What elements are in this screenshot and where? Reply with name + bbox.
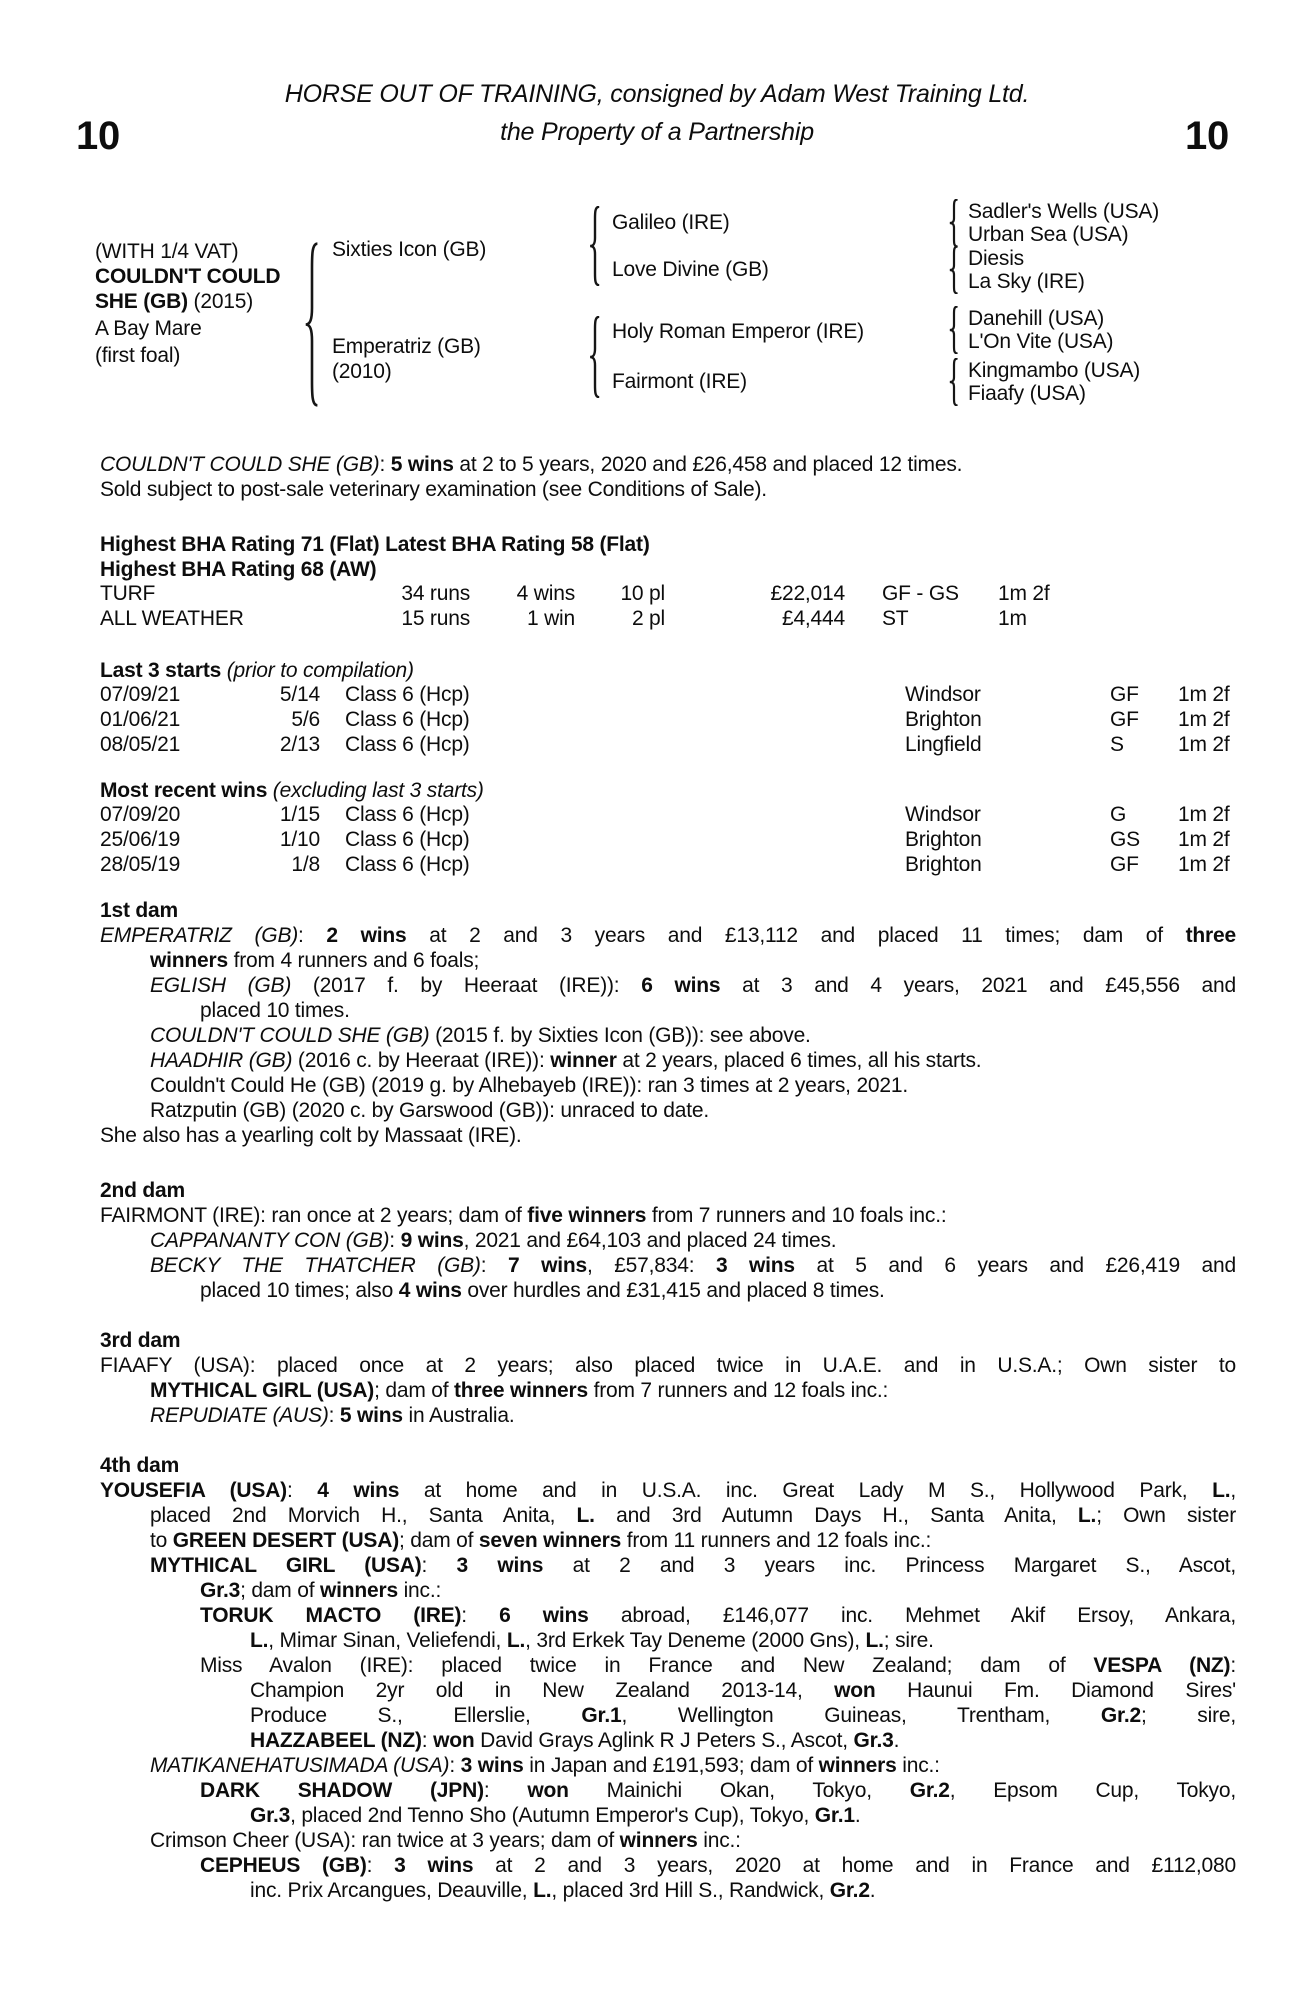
text-segment: five winners — [527, 1204, 647, 1227]
text-line — [150, 1403, 1236, 1428]
pedigree-left-line — [95, 290, 253, 313]
col-wins: 1 win — [526, 607, 575, 630]
pedigree-brace — [588, 206, 602, 286]
col-dist: 1m 2f — [1178, 828, 1230, 851]
col-course: Lingfield — [905, 733, 982, 756]
col-pos: 5/6 — [291, 708, 320, 731]
col-race: Class 6 (Hcp) — [345, 683, 470, 706]
catalog-section — [100, 1453, 1236, 1903]
col-date: 07/09/20 — [100, 803, 181, 826]
pedigree-sire: Sixties Icon (GB) — [332, 238, 487, 261]
text-segment: : — [1230, 1654, 1236, 1677]
text-segment: , — [1230, 1479, 1236, 1502]
text-segment: from 4 runners and 6 foals; — [227, 949, 480, 972]
text-line — [100, 1203, 1236, 1228]
text-segment: winners — [150, 949, 228, 972]
text-segment: EGLISH (GB) — [150, 974, 292, 997]
text-segment: three winners — [454, 1379, 588, 1402]
section-heading — [100, 1178, 1236, 1203]
col-pos: 1/15 — [279, 803, 320, 826]
text-segment: inc.: — [896, 1754, 940, 1777]
text-segment: , 3rd Erkek Tay Deneme (2000 Gns), — [525, 1629, 866, 1652]
pedigree-left-line — [95, 265, 280, 288]
col-wins: 4 wins — [516, 582, 575, 605]
text-segment: 1st dam — [100, 899, 178, 922]
text-segment: 3rd dam — [100, 1329, 181, 1352]
pedigree-sire-dam: Love Divine (GB) — [612, 258, 769, 281]
col-dist: 1m 2f — [1178, 733, 1230, 756]
text-segment: won — [433, 1729, 475, 1752]
text-line — [200, 998, 1236, 1023]
col-going: GF — [1110, 683, 1139, 706]
text-segment: 4 wins — [398, 1279, 462, 1302]
text-line — [100, 477, 1236, 502]
text-segment: , placed 3rd Hill S., Randwick, — [551, 1879, 830, 1902]
pedigree-ggp: Kingmambo (USA) — [968, 359, 1141, 382]
text-segment: (2017 f. by Heeraat (IRE)): — [291, 974, 642, 997]
text-line — [200, 1653, 1236, 1678]
col-dist: 1m 2f — [1178, 708, 1230, 731]
text-line — [150, 948, 1236, 973]
text-segment: HAZZABEEL (NZ) — [250, 1729, 422, 1752]
pedigree-ggp: L'On Vite (USA) — [968, 330, 1114, 353]
text-segment: : — [379, 453, 391, 476]
text-segment: seven winners — [478, 1529, 622, 1552]
text-segment: won — [527, 1779, 569, 1802]
text-segment: and 3rd Autumn Days H., Santa Anita, — [594, 1504, 1078, 1527]
text-segment: Haunui Fm. Diamond Sires' — [875, 1679, 1236, 1702]
text-segment: 5 wins — [390, 453, 454, 476]
text-segment: 9 wins — [400, 1229, 464, 1252]
col-money: £4,444 — [781, 607, 845, 630]
text-segment: Crimson Cheer (USA): ran twice at 3 years; dam of — [150, 1829, 620, 1852]
text-segment: L. — [250, 1629, 269, 1652]
text-segment: at home and in U.S.A. inc. Great Lady M S., Hollywood Park, — [399, 1479, 1213, 1502]
section-heading — [100, 658, 1236, 683]
pedigree-ggp: Sadler's Wells (USA) — [968, 200, 1159, 223]
pedigree-left-line — [95, 240, 238, 263]
text-segment: 2 wins — [326, 924, 407, 947]
text-segment: from 7 runners and 10 foals inc.: — [646, 1204, 947, 1227]
col-dist: 1m 2f — [1178, 683, 1230, 706]
text-line — [150, 1228, 1236, 1253]
col-pos: 5/14 — [279, 683, 320, 706]
text-segment: 4 wins — [317, 1479, 400, 1502]
col-pos: 2/13 — [279, 733, 320, 756]
text-line — [150, 1253, 1236, 1278]
text-segment: . — [854, 1804, 861, 1827]
col-course: Windsor — [905, 803, 981, 826]
text-segment: at 2 and 3 years, 2020 at home and in France and £112,080 — [473, 1854, 1236, 1877]
text-segment: , Wellington Guineas, Trentham, — [621, 1704, 1101, 1727]
text-segment: 3 wins — [456, 1554, 544, 1577]
race-row — [100, 733, 1236, 758]
text-segment: : — [461, 1604, 500, 1627]
text-segment: YOUSEFIA (USA) — [100, 1479, 287, 1502]
text-segment: HAADHIR (GB) — [150, 1049, 293, 1072]
col-date: 07/09/21 — [100, 683, 181, 706]
text-segment: : — [286, 1479, 318, 1502]
text-segment: Gr.1 — [581, 1704, 622, 1727]
col-race: Class 6 (Hcp) — [345, 828, 470, 851]
text-segment: (2016 c. by Heeraat (IRE)): — [292, 1049, 551, 1072]
text-segment: 7 wins — [507, 1254, 587, 1277]
text-line — [200, 1778, 1236, 1803]
text-line — [150, 1753, 1236, 1778]
pedigree-dam-sire: Holy Roman Emperor (IRE) — [612, 320, 864, 343]
text-line — [150, 1828, 1236, 1853]
text-line — [150, 1503, 1236, 1528]
text-segment: at 2 and 3 years and £13,112 and placed 11 times; dam of — [406, 924, 1186, 947]
text-segment: CEPHEUS (GB) — [200, 1854, 367, 1877]
text-segment: winner — [550, 1049, 617, 1072]
text-segment: David Grays Aglink R J Peters S., Ascot, — [474, 1729, 854, 1752]
text-segment: placed 2nd Morvich H., Santa Anita, — [150, 1504, 577, 1527]
text-line — [150, 1098, 1236, 1123]
pedigree-left-line — [95, 317, 202, 340]
col-date: 28/05/19 — [100, 853, 181, 876]
text-segment: : — [366, 1854, 395, 1877]
text-line — [150, 1023, 1236, 1048]
col-date: 01/06/21 — [100, 708, 181, 731]
race-row — [100, 683, 1236, 708]
col-dist: 1m 2f — [1178, 853, 1230, 876]
text-segment: : — [389, 1229, 401, 1252]
text-segment: TORUK MACTO (IRE) — [200, 1604, 462, 1627]
col-going: ST — [882, 607, 909, 630]
text-line — [100, 1123, 1236, 1148]
text-segment: , 2021 and £64,103 and placed 24 times. — [463, 1229, 837, 1252]
text-segment: FIAAFY (USA): placed once at 2 years; also placed twice in U.A.E. and in U.S.A.; Own sister to — [100, 1354, 1236, 1377]
text-segment: : — [449, 1754, 461, 1777]
col-pos: 1/10 — [279, 828, 320, 851]
text-line — [250, 1703, 1236, 1728]
text-segment: Gr.2 — [1100, 1704, 1141, 1727]
section-heading — [100, 1453, 1236, 1478]
text-segment: placed 10 times. — [200, 999, 350, 1022]
col-date: 08/05/21 — [100, 733, 181, 756]
text-line — [250, 1628, 1236, 1653]
ratings-row — [100, 607, 1236, 632]
text-line — [100, 1353, 1236, 1378]
section-heading — [100, 1328, 1236, 1353]
text-segment: at 2 and 3 years inc. Princess Margaret S., Ascot, — [543, 1554, 1236, 1577]
text-segment: L. — [533, 1879, 552, 1902]
text-line — [100, 923, 1236, 948]
text-segment: Most recent wins — [100, 779, 268, 802]
text-segment: MYTHICAL GIRL (USA) — [150, 1379, 375, 1402]
text-line — [250, 1878, 1236, 1903]
catalog-section — [100, 658, 1236, 758]
col-surface: ALL WEATHER — [100, 607, 244, 630]
property-line: the Property of a Partnership — [500, 118, 814, 146]
text-segment: L. — [506, 1629, 526, 1652]
text-segment: 3 wins — [460, 1754, 524, 1777]
text-line — [150, 1553, 1236, 1578]
pedigree-brace — [948, 246, 960, 294]
text-segment: (prior to compilation) — [221, 659, 414, 682]
text-segment: Gr.3 — [853, 1729, 894, 1752]
text-segment: Last 3 starts — [100, 659, 222, 682]
col-course: Windsor — [905, 683, 981, 706]
race-row — [100, 803, 1236, 828]
col-race: Class 6 (Hcp) — [345, 803, 470, 826]
text-segment: 5 wins — [339, 1404, 403, 1427]
pedigree-brace — [948, 306, 960, 354]
text-segment: ; dam of — [374, 1379, 454, 1402]
col-going: GF — [1110, 853, 1139, 876]
pedigree-brace — [948, 199, 960, 247]
text-segment: Highest BHA Rating 68 (AW) — [100, 558, 377, 581]
text-segment: 2nd dam — [100, 1179, 185, 1202]
pedigree-brace — [948, 358, 960, 406]
text-segment: placed 10 times; also — [200, 1279, 399, 1302]
text-segment: SHE (GB) — [95, 290, 188, 313]
col-going: GF — [1110, 708, 1139, 731]
pedigree-brace — [303, 242, 321, 407]
section-heading — [100, 898, 1236, 923]
text-segment: : — [421, 1729, 434, 1752]
pedigree-ggp: La Sky (IRE) — [968, 270, 1085, 293]
pedigree-left-line — [95, 344, 180, 367]
text-segment: : — [328, 1404, 340, 1427]
text-line — [100, 1478, 1236, 1503]
text-segment: Gr.3 — [250, 1804, 291, 1827]
text-segment: Highest BHA Rating 71 (Flat) Latest BHA Rating 58 (Flat) — [100, 533, 650, 556]
text-segment: Miss Avalon (IRE): placed twice in France and New Zealand; dam of — [200, 1654, 1094, 1677]
col-going: G — [1110, 803, 1127, 826]
text-segment: MYTHICAL GIRL (USA) — [150, 1554, 422, 1577]
col-dist: 1m 2f — [1178, 803, 1230, 826]
text-segment: Champion 2yr old in New Zealand 2013-14, — [250, 1679, 835, 1702]
col-pos: 1/8 — [291, 853, 320, 876]
text-segment: VESPA (NZ) — [1093, 1654, 1231, 1677]
text-segment: BECKY THE THATCHER (GB) — [150, 1254, 481, 1277]
text-segment: L. — [576, 1504, 595, 1527]
text-segment: : — [483, 1779, 528, 1802]
text-segment: ; Own sister — [1096, 1504, 1236, 1527]
text-segment: L. — [865, 1629, 884, 1652]
text-line — [250, 1678, 1236, 1703]
col-going: S — [1110, 733, 1124, 756]
text-segment: : — [298, 924, 327, 947]
text-segment: REPUDIATE (AUS) — [150, 1404, 329, 1427]
col-money: £22,014 — [770, 582, 845, 605]
catalog-section — [100, 778, 1236, 878]
text-segment: to — [150, 1529, 173, 1552]
pedigree-dam-dam: Fairmont (IRE) — [612, 370, 747, 393]
col-surface: TURF — [100, 582, 156, 605]
col-runs: 34 runs — [401, 582, 470, 605]
text-segment: L. — [1212, 1479, 1231, 1502]
race-row — [100, 708, 1236, 733]
text-line — [150, 1073, 1236, 1098]
catalog-section — [100, 452, 1236, 502]
text-segment: at 2 years, placed 6 times, all his starts. — [616, 1049, 982, 1072]
text-segment: (excluding last 3 starts) — [267, 779, 484, 802]
col-race: Class 6 (Hcp) — [345, 708, 470, 731]
text-segment: winners — [319, 1579, 398, 1602]
text-segment: inc.: — [697, 1829, 741, 1852]
text-segment: A Bay Mare — [95, 317, 202, 340]
text-segment: GREEN DESERT (USA) — [172, 1529, 400, 1552]
pedigree-ggp: Danehill (USA) — [968, 307, 1105, 330]
text-segment: (WITH 1/4 VAT) — [95, 240, 239, 263]
col-course: Brighton — [905, 828, 982, 851]
text-line — [200, 1278, 1236, 1303]
text-line — [200, 1578, 1236, 1603]
text-segment: Couldn't Could He (GB) (2019 g. by Alhebayeb (IRE)): ran 3 times at 2 years, 2021. — [150, 1074, 908, 1097]
pedigree-sire-sire: Galileo (IRE) — [612, 211, 730, 234]
pedigree-dam-year: (2010) — [332, 360, 392, 383]
consignor-line: HORSE OUT OF TRAINING, consigned by Adam West Training Ltd. — [284, 80, 1030, 108]
text-segment: 3 wins — [715, 1254, 795, 1277]
pedigree-ggp: Urban Sea (USA) — [968, 223, 1129, 246]
pedigree-ggp: Diesis — [968, 247, 1024, 270]
text-segment: Produce S., Ellerslie, — [250, 1704, 582, 1727]
text-segment: (2015) — [187, 290, 254, 313]
text-segment: won — [834, 1679, 876, 1702]
text-line — [250, 1803, 1236, 1828]
text-segment: at 3 and 4 years, 2021 and £45,556 and — [720, 974, 1236, 997]
text-segment: from 11 runners and 12 foals inc.: — [621, 1529, 932, 1552]
text-segment: . — [893, 1729, 900, 1752]
col-course: Brighton — [905, 853, 982, 876]
text-line — [150, 1048, 1236, 1073]
col-runs: 15 runs — [401, 607, 470, 630]
ratings-row — [100, 582, 1236, 607]
pedigree-ggp: Fiaafy (USA) — [968, 382, 1086, 405]
section-heading — [100, 778, 1236, 803]
text-segment: ; dam of — [240, 1579, 320, 1602]
text-segment: inc.: — [397, 1579, 442, 1602]
text-segment: winners — [619, 1829, 698, 1852]
text-segment: abroad, £146,077 inc. Mehmet Akif Ersoy, Ankara, — [588, 1604, 1236, 1627]
text-segment: (first foal) — [95, 344, 181, 367]
catalog-section — [100, 1178, 1236, 1303]
text-segment: She also has a yearling colt by Massaat (IRE). — [100, 1124, 522, 1147]
text-segment: Sold subject to post-sale veterinary examination (see Conditions of Sale). — [100, 478, 767, 501]
lot-number-left: 10 — [76, 114, 121, 158]
text-segment: L. — [1077, 1504, 1097, 1527]
text-segment: at 2 to 5 years, 2020 and £26,458 and placed 12 times. — [453, 453, 963, 476]
col-dist: 1m — [998, 607, 1027, 630]
text-segment: : — [480, 1254, 508, 1277]
text-segment: at 5 and 6 years and £26,419 and — [794, 1254, 1236, 1277]
text-line — [250, 1728, 1236, 1753]
text-segment: MATIKANEHATUSIMADA (USA) — [150, 1754, 450, 1777]
text-segment: FAIRMONT (IRE): ran once at 2 years; dam of — [100, 1204, 528, 1227]
text-segment: (2015 f. by Sixties Icon (GB)): see above. — [429, 1024, 811, 1047]
text-segment: Gr.2 — [829, 1879, 870, 1902]
text-segment: , placed 2nd Tenno Sho (Autumn Emperor's Cup), Tokyo, — [290, 1804, 815, 1827]
text-segment: three — [1185, 924, 1236, 947]
text-segment: ; dam of — [399, 1529, 479, 1552]
text-line — [100, 452, 1236, 477]
text-segment: in Australia. — [402, 1404, 515, 1427]
text-segment: . — [869, 1879, 876, 1902]
text-segment: , £57,834: — [586, 1254, 716, 1277]
pedigree-brace — [588, 316, 602, 398]
col-date: 25/06/19 — [100, 828, 181, 851]
lot-number-right: 10 — [1185, 114, 1230, 158]
text-segment: in Japan and £191,593; dam of — [523, 1754, 819, 1777]
race-row — [100, 828, 1236, 853]
col-race: Class 6 (Hcp) — [345, 733, 470, 756]
text-line — [150, 1528, 1236, 1553]
text-segment: ; sire. — [883, 1629, 934, 1652]
text-segment: , Epsom Cup, Tokyo, — [949, 1779, 1236, 1802]
text-segment: : — [421, 1554, 457, 1577]
text-line — [150, 1378, 1236, 1403]
text-segment: 6 wins — [499, 1604, 589, 1627]
catalog-section — [100, 1328, 1236, 1428]
text-segment: , Mimar Sinan, Veliefendi, — [268, 1629, 507, 1652]
text-segment: Gr.1 — [814, 1804, 855, 1827]
text-segment: Ratzputin (GB) (2020 c. by Garswood (GB)): unraced to date. — [150, 1099, 709, 1122]
text-segment: COULDN'T COULD — [95, 265, 281, 288]
text-segment: over hurdles and £31,415 and placed 8 times. — [461, 1279, 885, 1302]
text-segment: winners — [818, 1754, 897, 1777]
text-line — [150, 973, 1236, 998]
text-segment: 6 wins — [641, 974, 721, 997]
text-line — [100, 557, 1236, 582]
col-going: GF - GS — [882, 582, 959, 605]
col-dist: 1m 2f — [998, 582, 1050, 605]
race-row — [100, 853, 1236, 878]
pedigree-dam: Emperatriz (GB) — [332, 335, 481, 358]
text-segment: 4th dam — [100, 1454, 180, 1477]
text-segment: Mainichi Okan, Tokyo, — [568, 1779, 910, 1802]
text-segment: DARK SHADOW (JPN) — [200, 1779, 484, 1802]
text-segment: ; sire, — [1140, 1704, 1236, 1727]
text-line — [100, 532, 1236, 557]
catalog-section — [100, 898, 1236, 1148]
col-going: GS — [1110, 828, 1140, 851]
text-segment: inc. Prix Arcangues, Deauville, — [250, 1879, 534, 1902]
text-segment: COULDN'T COULD SHE (GB) — [150, 1024, 430, 1047]
col-course: Brighton — [905, 708, 982, 731]
catalog-section — [100, 532, 1236, 632]
col-pl: 10 pl — [620, 582, 665, 605]
col-race: Class 6 (Hcp) — [345, 853, 470, 876]
text-segment: CAPPANANTY CON (GB) — [150, 1229, 390, 1252]
text-line — [200, 1603, 1236, 1628]
text-segment: 3 wins — [394, 1854, 474, 1877]
text-segment: EMPERATRIZ (GB) — [100, 924, 299, 947]
text-line — [200, 1853, 1236, 1878]
text-segment: Gr.3 — [200, 1579, 241, 1602]
col-pl: 2 pl — [631, 607, 665, 630]
text-segment: Gr.2 — [909, 1779, 950, 1802]
text-segment: from 7 runners and 12 foals inc.: — [587, 1379, 889, 1402]
text-segment: COULDN'T COULD SHE (GB) — [100, 453, 380, 476]
